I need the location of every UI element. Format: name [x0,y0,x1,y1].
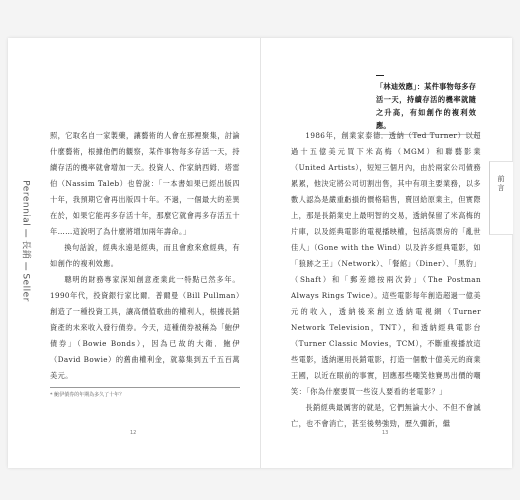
footnote: * 鮑伊債券的年期為多久了十年？ [50,387,240,398]
running-head-divider [26,229,27,237]
right-body-text [291,128,481,432]
left-page [8,38,260,468]
page-number: 12 [130,430,137,436]
paragraph: 長銷經典最厲害的就是，它們無論大小、不但不會滅亡，也不會消亡，甚至後勢強勁，歷久彌新，繼 [291,403,481,428]
running-head-part2: 長銷 [20,240,31,260]
chapter-tab [489,161,513,235]
running-head-part3: Seller [20,273,31,302]
running-head [20,166,34,316]
callout-rule [376,75,384,76]
left-body-text [50,128,240,384]
running-head-part1: Perennial [20,180,31,227]
page-number: 13 [382,430,389,436]
paragraph: 1986年，創業家泰德．透納（Ted Turner）以超過十五億美元買下米高梅（MGM）和聯藝影業（United Artists），短短三個月內，由於兩家公司債務累累，他決定將公司切割出售，其中有項主要業務，以多數人認為是嚴重虧損的價格賠售，賣回給原業主，但實際上，那是長銷業史上最明智的交易，透納保留了米高梅的片庫，以及經典電影的電視播映權，包括高票房的「亂世佳人」（Gone with the Wind）以及許多經典電影，如「狼跡之王」（Network）、「餐館」（Diner）、「黑豹」（Shaft）和「郵差總按兩次鈴」（The Postman Always Rings Twice）。這些電影每年創造超過一億美元的收入，透納後來創立透納電視網（Turner Network Television，TNT），和透納經典電影台（Turner Classic Movies，TCM），不斷重複播放這些電影，透納運用長銷電影，打造一個數十億美元的商業王國，以近在眼前的事實，回應那些嘲笑他賽馬出價的嘲笑：「你為什麼要買一些沒人要看的老電影？」 [291,131,481,396]
right-page [261,38,512,468]
paragraph: 換句話說，經典永遠是經典，而且會愈來愈經典，有如創作的複利效應。 [50,243,240,268]
paragraph: 照，它取名自一家製藥，讓藝術的人會在那裡聚集，討論什麼藝術，根據他們的觀察，某件事物每多存活一天，持續存活的機率就會增加一天。投資人、作家納西姆．塔雷伯（Nassim Taleb）也曾說：「一本書如果已經出版四十年，我預期它會再出版四十年。不過，一個最大的差異在於，如果它能再多存活十年，那麼它就會再多存活五十年……這說明了為什麼將增加兩年壽命。」 [50,131,240,236]
book-spread [8,38,512,468]
chapter-tab-label: 前言 [497,175,505,193]
paragraph: 聰明的財務專家深知創意產業此一特點已然多年。1990年代，投資銀行家比爾．普爾曼（Bill Pullman）創造了一種投資工具，讓高價值歌曲的權利人，根據長銷資產的未來收入發行債券。今天，這種債券被稱為「鮑伊債券」（Bowie Bonds），因為已故的大衛．鮑伊（David Bowie）的舊曲權利金，就募集到五千五百萬美元。 [50,275,240,380]
running-head-divider [26,262,27,270]
pull-quote: 「林迪效應」：某件事物每多存活一天，持續存活的機率就隨之升高，有如創作的複利效應。 [376,82,476,130]
